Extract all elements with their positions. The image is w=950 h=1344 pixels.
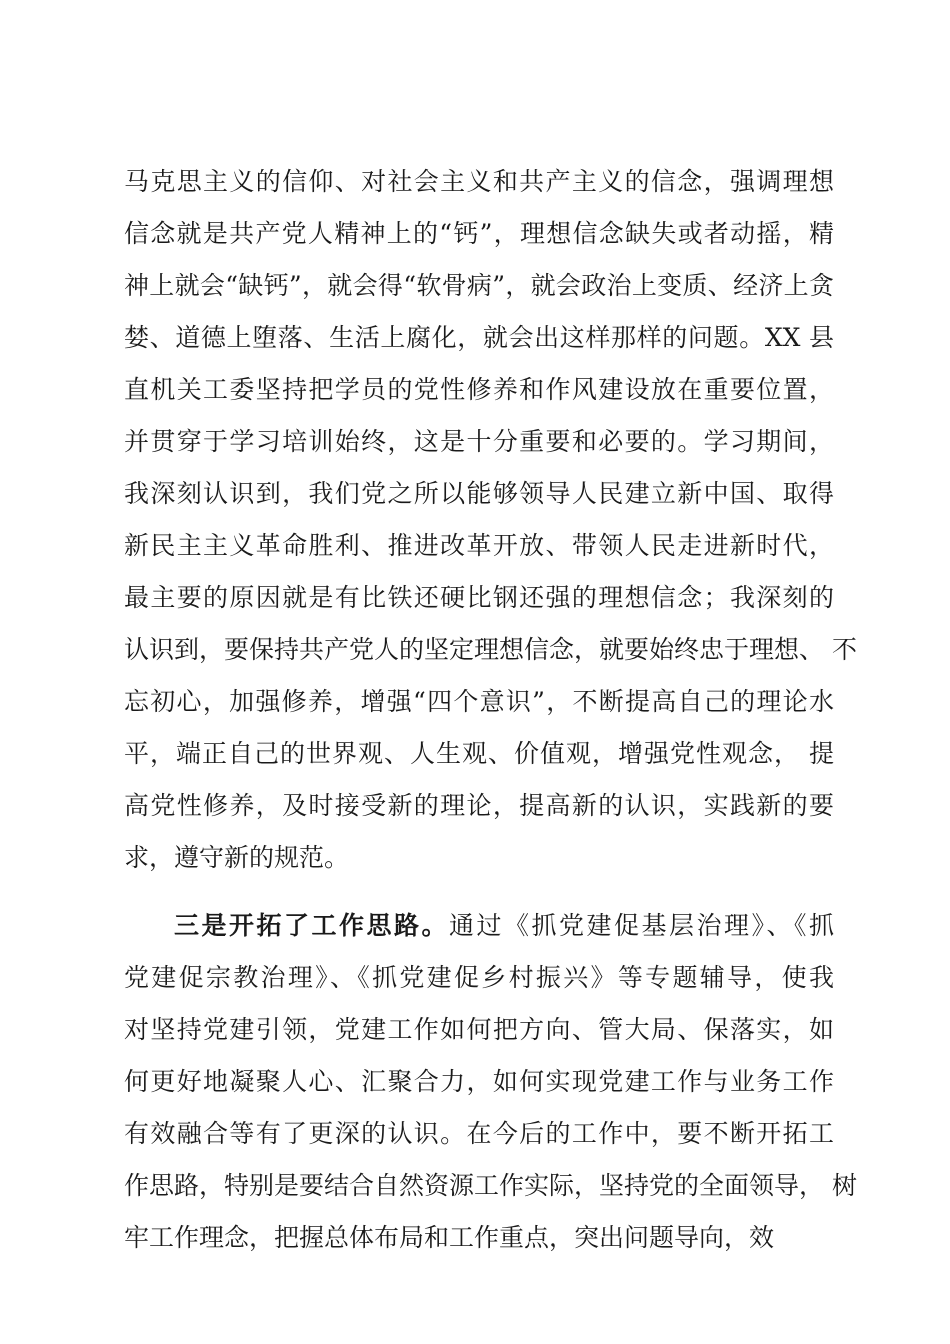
paragraph-line: 认识到，要保持共产党人的坚定理想信念，就要始终忠于理想、 不 (124, 635, 857, 664)
paragraph-line: 婪、道德上堕落、生活上腐化，就会出这样那样的问题。XX 县 (124, 323, 834, 352)
paragraph-line: 何更好地凝聚人心、汇聚合力，如何实现党建工作与业务工作 (124, 1067, 834, 1096)
paragraph-line: 忘初心，加强修养，增强“四个意识”，不断提高自己的理论水 (124, 687, 834, 716)
paragraph-line: 信念就是共产党人精神上的“钙”，理想信念缺失或者动摇，精 (124, 219, 834, 248)
paragraph-line: 平，端正自己的世界观、人生观、价值观，增强党性观念， 提 (124, 739, 834, 768)
paragraph-text: 通过《抓党建促基层治理》、《抓 (448, 911, 834, 940)
paragraph-line: 作思路，特别是要结合自然资源工作实际，坚持党的全面领导， 树 (124, 1171, 857, 1200)
paragraph-line: 神上就会“缺钙”，就会得“软骨病”，就会政治上变质、经济上贪 (124, 271, 834, 300)
paragraph-line: 求，遵守新的规范。 (124, 843, 350, 872)
paragraph-line: 马克思主义的信仰、对社会主义和共产主义的信念，强调理想 (124, 167, 834, 196)
paragraph-line: 我深刻认识到，我们党之所以能够领导人民建立新中国、取得 (124, 479, 834, 508)
paragraph-line: 高党性修养，及时接受新的理论，提高新的认识，实践新的要 (124, 791, 834, 820)
section-heading-punct: 。 (421, 911, 449, 940)
paragraph-first-line (174, 906, 834, 946)
section-heading: 三是开拓了工作思路 (174, 911, 422, 940)
paragraph-line: 并贯穿于学习培训始终，这是十分重要和必要的。学习期间， (124, 427, 834, 456)
paragraph-line: 直机关工委坚持把学员的党性修养和作风建设放在重要位置， (124, 375, 834, 404)
paragraph-line: 党建促宗教治理》、《抓党建促乡村振兴》等专题辅导，使我 (124, 963, 834, 992)
paragraph-line: 牢工作理念，把握总体布局和工作重点，突出问题导向，效 (124, 1223, 775, 1252)
paragraph-line: 最主要的原因就是有比铁还硬比钢还强的理想信念；我深刻的 (124, 583, 834, 612)
paragraph-line: 有效融合等有了更深的认识。在今后的工作中，要不断开拓工 (124, 1119, 834, 1148)
paragraph-line: 对坚持党建引领，党建工作如何把方向、管大局、保落实，如 (124, 1015, 834, 1044)
paragraph-line: 新民主主义革命胜利、推进改革开放、带领人民走进新时代， (124, 531, 834, 560)
